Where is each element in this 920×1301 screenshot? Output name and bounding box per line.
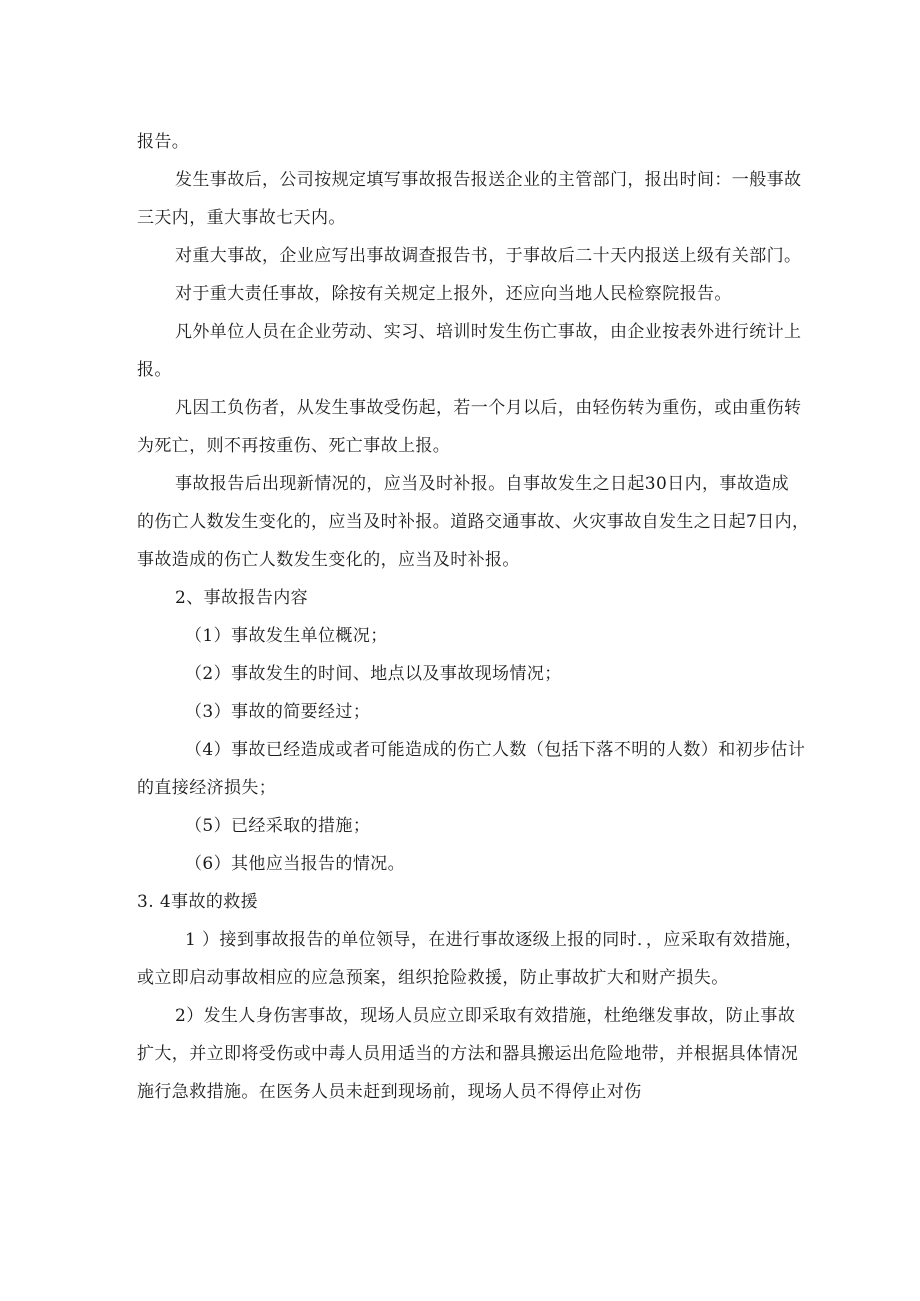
text-line: 事故造成的伤亡人数发生变化的，应当及时补报。 [137, 550, 520, 570]
list-item: （3）事故的简要经过； [185, 702, 371, 722]
list-item: （5）已经采取的措施； [185, 816, 371, 836]
text-line: 扩大，并立即将受伤或中毒人员用适当的方法和器具搬运出危险地带，并根据具体情况 [137, 1044, 799, 1064]
text-line: 报告。 [137, 132, 190, 152]
text-line: 报。 [137, 360, 172, 380]
section-heading: 3. 4事故的救援 [137, 892, 259, 912]
text-line: 发生事故后，公司按规定填写事故报告报送企业的主管部门，报出时间：一般事故 [175, 170, 802, 190]
text-line: 三天内，重大事故七天内。 [137, 208, 346, 228]
text-line: 1 ）接到事故报告的单位领导，在进行事故逐级上报的同时．，应采取有效措施， [185, 930, 803, 950]
text-line: 凡因工负伤者，从发生事故受伤起，若一个月以后，由轻伤转为重伤，或由重伤转 [175, 398, 802, 418]
list-item: （6）其他应当报告的情况。 [185, 854, 406, 874]
list-item: （2）事故发生的时间、地点以及事故现场情况； [185, 664, 562, 684]
text-line: 施行急救措施。在医务人员未赶到现场前，现场人员不得停止对伤 [137, 1082, 642, 1102]
text-line: 对重大事故，企业应写出事故调查报告书，于事故后二十天内报送上级有关部门。 [175, 246, 802, 266]
text-line: 凡外单位人员在企业劳动、实习、培训时发生伤亡事故，由企业按表外进行统计上 [175, 322, 802, 342]
text-line: 对于重大责任事故，除按有关规定上报外，还应向当地人民检察院报告。 [175, 284, 732, 304]
list-item: （4）事故已经造成或者可能造成的伤亡人数（包括下落不明的人数）和初步估计 [185, 740, 806, 760]
section-heading: 2、事故报告内容 [175, 588, 309, 608]
list-item: （1）事故发生单位概况； [185, 626, 388, 646]
list-item-continuation: 的直接经济损失； [137, 778, 277, 798]
text-line: 的伤亡人数发生变化的，应当及时补报。道路交通事故、火灾事故自发生之日起7日内， [137, 512, 810, 532]
text-line: 或立即启动事故相应的应急预案，组织抢险救援，防止事故扩大和财产损失。 [137, 968, 729, 988]
text-line: 事故报告后出现新情况的，应当及时补报。自事故发生之日起30日内，事故造成 [175, 474, 790, 494]
text-line: 为死亡，则不再按重伤、死亡事故上报。 [137, 436, 451, 456]
text-line: 2）发生人身伤害事故，现场人员应立即采取有效措施，杜绝继发事故，防止事故 [175, 1006, 796, 1026]
